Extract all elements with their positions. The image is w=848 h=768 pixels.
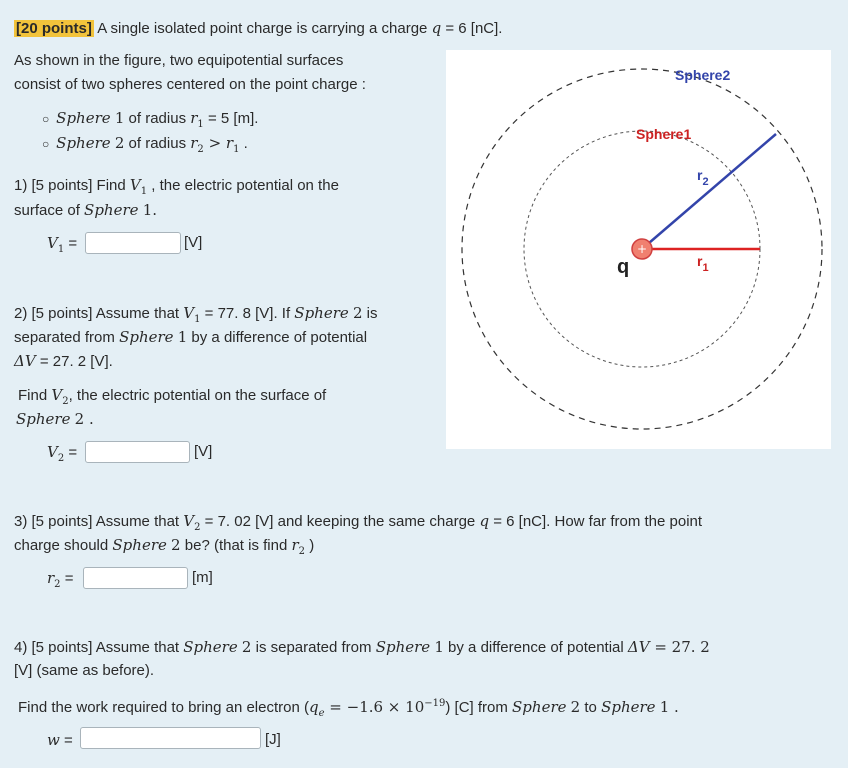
q1-line2: surface of Sphere 1. bbox=[14, 201, 157, 219]
q1-line1: 1) [5 points] Find $V_1$ , the electric potential on the bbox=[14, 176, 339, 197]
bullet2-name: Sphere bbox=[56, 134, 111, 152]
q-value: = 6 [nC]. bbox=[441, 20, 503, 37]
r2-label: $r_2$ = bbox=[47, 569, 74, 590]
r2-input[interactable] bbox=[83, 567, 188, 589]
v1-input[interactable] bbox=[85, 232, 181, 254]
bullet1-name: Sphere bbox=[56, 109, 111, 127]
bullet-sphere2: ○ Sphere 2 of radius $r_2 > r_1$ . bbox=[42, 134, 248, 155]
q2-line1: 2) [5 points] Assume that $V_1 = 77$. 8 [V]. If Sphere 2 is bbox=[14, 304, 378, 325]
bullet-sphere1: ○ Sphere 1 of radius $r_1 = 5$ [m]. bbox=[42, 109, 259, 130]
q3-line2: charge should Sphere 2 be? (that is find $r_2$ ) bbox=[14, 536, 315, 557]
q2-line4: Find $V_2$, the electric potential on the surface of bbox=[18, 386, 327, 407]
v2-input[interactable] bbox=[85, 441, 190, 463]
q4-line2: [V] (same as before). bbox=[14, 662, 155, 679]
description-line2: consist of two spheres centered on the point charge : bbox=[14, 76, 366, 93]
plus-sign: + bbox=[636, 242, 648, 256]
r2-line bbox=[642, 134, 776, 249]
q2-line3: ΔV = 27. 2 [V]. bbox=[14, 352, 113, 370]
q4-line1: 4) [5 points] Assume that Sphere 2 is separated from Sphere 1 by a difference of potential ΔV = 27. 2 bbox=[14, 638, 710, 656]
v2-label: $V_2$ = bbox=[47, 443, 78, 464]
v2-unit: [V] bbox=[194, 443, 213, 460]
w-input[interactable] bbox=[80, 727, 261, 749]
points-badge: [20 points] bbox=[16, 20, 92, 37]
description-line1: As shown in the figure, two equipotential surfaces bbox=[14, 52, 344, 69]
q3-line1: 3) [5 points] Assume that $V_2 = 7$. 02 [V] and keeping the same charge q = 6 [nC]. How far from the point bbox=[14, 512, 703, 533]
v1-label: $V_1$ = bbox=[47, 234, 78, 255]
w-unit: [J] bbox=[265, 731, 281, 748]
q4-line3: Find the work required to bring an electron $(q_e = -1.6 \times 10^{-19})$ [C] from Sphere 2 to Sphere 1 . bbox=[18, 698, 679, 719]
q2-line5: Sphere 2 . bbox=[16, 410, 94, 428]
problem-header bbox=[14, 18, 502, 39]
v1-unit: [V] bbox=[184, 234, 203, 251]
figure-svg bbox=[446, 50, 831, 449]
r2-unit: [m] bbox=[192, 569, 213, 586]
w-label: w = bbox=[47, 731, 73, 749]
header-intro: A single isolated point charge is carrying a charge bbox=[97, 20, 428, 37]
q2-line2: separated from Sphere 1 by a difference of potential bbox=[14, 328, 368, 346]
q-symbol: q bbox=[431, 19, 442, 37]
sphere1-label: Sphere1 bbox=[636, 126, 692, 142]
r2-label: $r_2$ bbox=[697, 167, 709, 188]
equipotential-figure bbox=[446, 50, 831, 449]
sphere2-label: Sphere2 bbox=[675, 67, 731, 83]
r1-label: $r_1$ bbox=[697, 253, 709, 274]
charge-label: q bbox=[617, 256, 630, 278]
